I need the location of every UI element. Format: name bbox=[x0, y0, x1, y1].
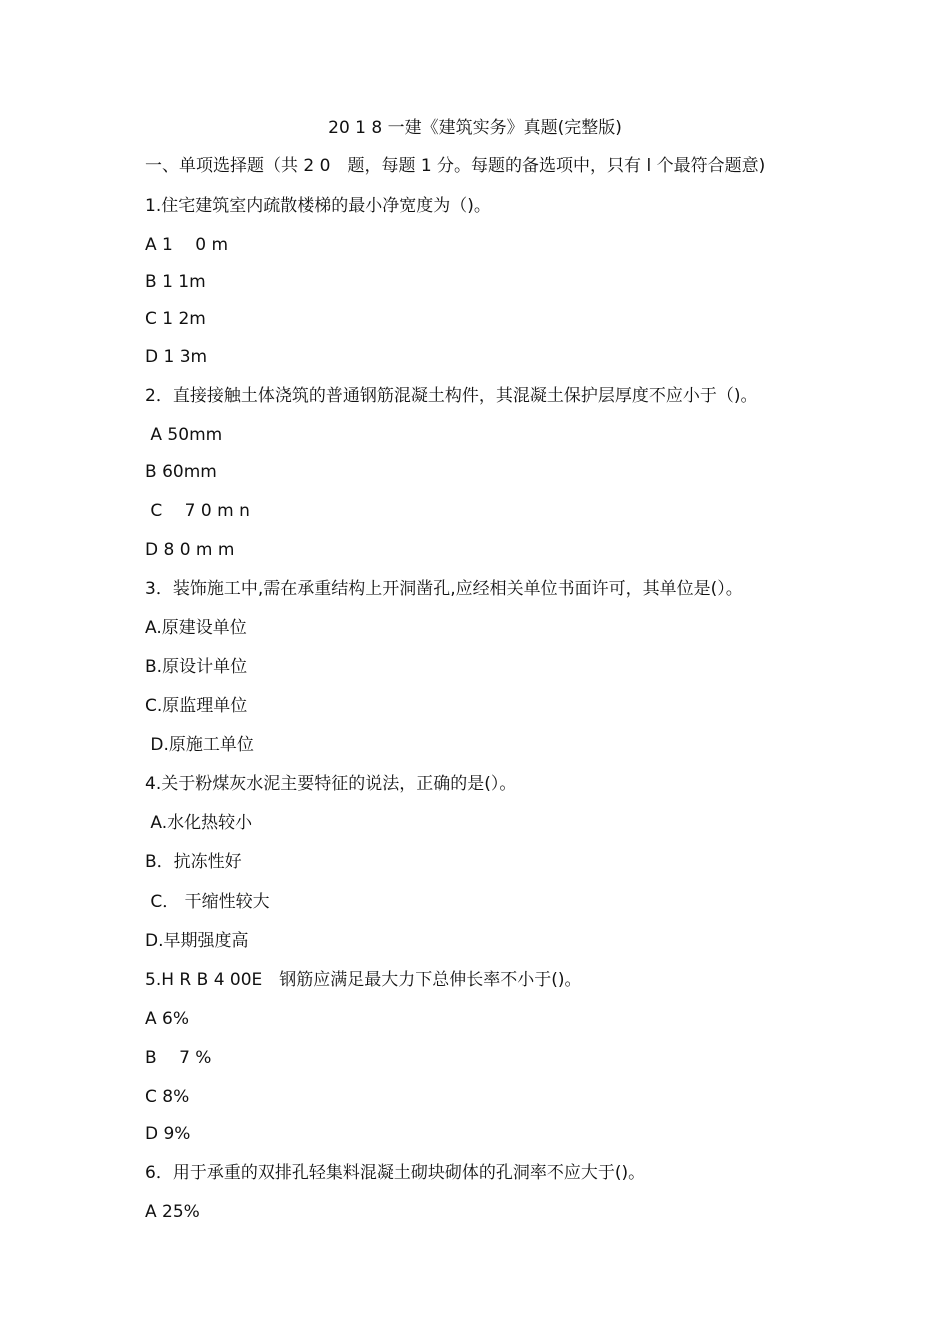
question-1-option-d: D 1 3m bbox=[145, 347, 208, 367]
question-3-option-c: C.原监理单位 bbox=[145, 696, 248, 716]
question-2-option-a: A 50mm bbox=[145, 425, 223, 445]
question-5-option-d: D 9% bbox=[145, 1124, 191, 1144]
question-1: 1.住宅建筑室内疏散楼梯的最小净宽度为（)。 bbox=[145, 196, 491, 216]
question-1-option-c: C 1 2m bbox=[145, 309, 206, 329]
question-3-option-b: B.原设计单位 bbox=[145, 657, 248, 677]
question-5-option-c: C 8% bbox=[145, 1087, 190, 1107]
question-5-option-a: A 6% bbox=[145, 1009, 190, 1029]
question-1-option-a: A 1 0 m bbox=[145, 235, 229, 255]
question-4-option-b: B．抗冻性好 bbox=[145, 852, 242, 872]
question-3-option-d: D.原施工单位 bbox=[145, 735, 254, 755]
question-2-option-b: B 60mm bbox=[145, 462, 217, 482]
question-5: 5.H R B 4 00E 钢筋应满足最大力下总伸长率不小于()。 bbox=[145, 970, 582, 990]
question-4-option-a: A.水化热较小 bbox=[145, 813, 253, 833]
question-4-option-d: D.早期强度高 bbox=[145, 931, 249, 951]
section-heading: 一、单项选择题（共 2 0 题，每题 1 分。每题的备选项中，只有 l 个最符合题意) bbox=[145, 156, 766, 176]
question-5-option-b: B 7 % bbox=[145, 1048, 212, 1068]
document-title: 20 1 8 一建《建筑实务》真题(完整版) bbox=[328, 118, 622, 138]
question-1-option-b: B 1 1m bbox=[145, 272, 206, 292]
question-2: 2．直接接触土体浇筑的普通钢筋混凝土构件，其混凝土保护层厚度不应小于（)。 bbox=[145, 386, 758, 406]
question-6-option-a: A 25% bbox=[145, 1202, 200, 1222]
question-6: 6．用于承重的双排孔轻集料混凝土砌块砌体的孔洞率不应大于()。 bbox=[145, 1163, 646, 1183]
question-3: 3．装饰施工中,需在承重结构上开洞凿孔,应经相关单位书面许可，其单位是(）。 bbox=[145, 579, 743, 599]
question-4: 4.关于粉煤灰水泥主要特征的说法，正确的是(）。 bbox=[145, 774, 517, 794]
question-2-option-c: C 7 0 m n bbox=[145, 501, 250, 521]
question-3-option-a: A.原建设单位 bbox=[145, 618, 247, 638]
question-2-option-d: D 8 0 m m bbox=[145, 540, 235, 560]
question-4-option-c: C． 干缩性较大 bbox=[145, 892, 270, 912]
